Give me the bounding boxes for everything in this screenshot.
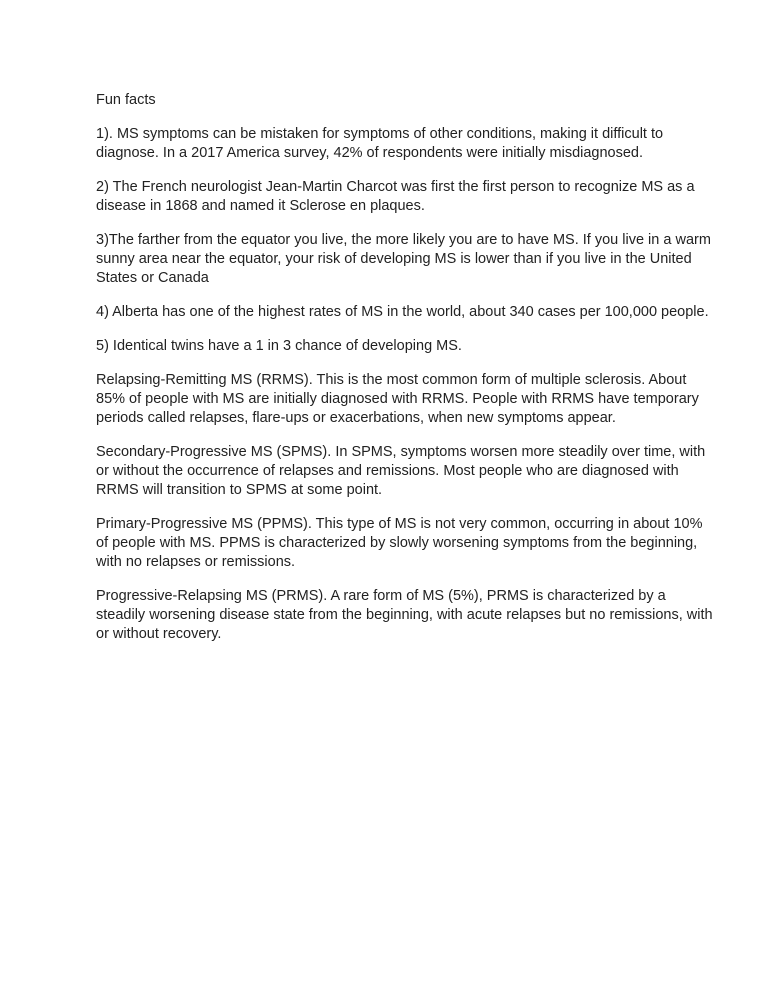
paragraph-line: RRMS will transition to SPMS at some point. <box>96 482 383 498</box>
paragraph-line: Relapsing-Remitting MS (RRMS). This is the most common form of multiple sclerosis. About <box>96 372 687 388</box>
paragraph-line: periods called relapses, flare-ups or exacerbations, when new symptoms appear. <box>96 410 616 426</box>
paragraph-line: Secondary-Progressive MS (SPMS). In SPMS, symptoms worsen more steadily over time, with <box>96 444 706 460</box>
paragraph-line: disease in 1868 and named it Sclerose en plaques. <box>96 198 425 214</box>
paragraph <box>96 587 716 644</box>
title-text: Fun facts <box>96 92 156 108</box>
paragraph-line: diagnose. In a 2017 America survey, 42% of respondents were initially misdiagnosed. <box>96 145 644 161</box>
document-title <box>96 91 716 110</box>
paragraph <box>96 231 716 288</box>
paragraph-line: 85% of people with MS are initially diagnosed with RRMS. People with RRMS have temporary <box>96 391 699 407</box>
document-page <box>96 91 716 659</box>
paragraph <box>96 125 716 163</box>
paragraph <box>96 515 716 572</box>
paragraph-line: or without the occurrence of relapses and remissions. Most people who are diagnosed with <box>96 463 679 479</box>
paragraph <box>96 178 716 216</box>
paragraph-line: 1). MS symptoms can be mistaken for symptoms of other conditions, making it difficult to <box>96 126 664 142</box>
paragraph-line: or without recovery. <box>96 626 222 642</box>
paragraph-line: 4) Alberta has one of the highest rates of MS in the world, about 340 cases per 100,000 people. <box>96 304 709 320</box>
paragraph-line: with no relapses or remissions. <box>96 554 296 570</box>
paragraph <box>96 371 716 428</box>
paragraph-line: 2) The French neurologist Jean-Martin Charcot was first the first person to recognize MS as a <box>96 179 695 195</box>
paragraph <box>96 337 716 356</box>
paragraph-line: 5) Identical twins have a 1 in 3 chance of developing MS. <box>96 338 462 354</box>
document-body <box>96 125 716 644</box>
paragraph-line: 3)The farther from the equator you live, the more likely you are to have MS. If you live in a warm <box>96 232 711 248</box>
paragraph-line: sunny area near the equator, your risk of developing MS is lower than if you live in the United <box>96 251 692 267</box>
paragraph <box>96 303 716 322</box>
paragraph-line: steadily worsening disease state from the beginning, with acute relapses but no remissions, with <box>96 607 713 623</box>
paragraph-line: Progressive-Relapsing MS (PRMS). A rare form of MS (5%), PRMS is characterized by a <box>96 588 666 604</box>
paragraph <box>96 443 716 500</box>
paragraph-line: States or Canada <box>96 270 209 286</box>
paragraph-line: Primary-Progressive MS (PPMS). This type of MS is not very common, occurring in about 10% <box>96 516 703 532</box>
paragraph-line: of people with MS. PPMS is characterized by slowly worsening symptoms from the beginning, <box>96 535 698 551</box>
